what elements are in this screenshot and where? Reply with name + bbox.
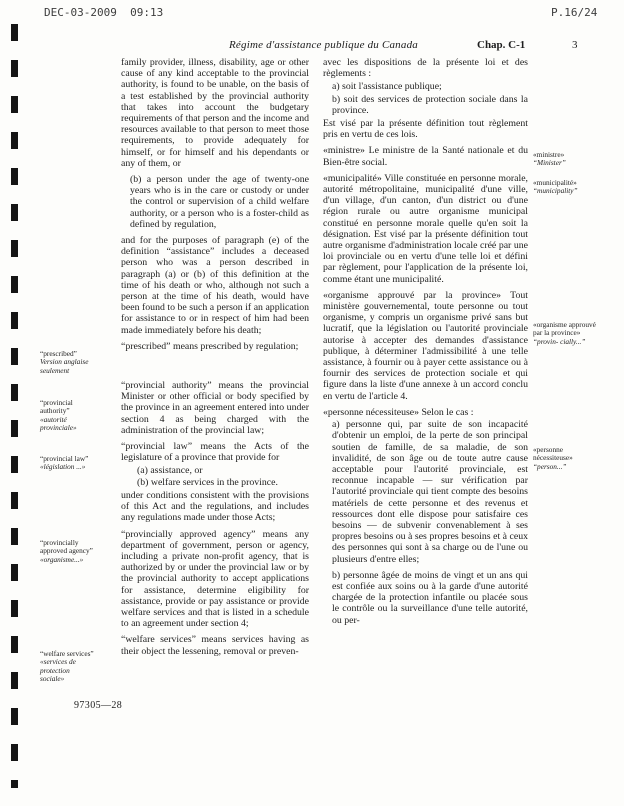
definition-ministre: «ministre» Le ministre de la Santé nationale et du Bien-être social. xyxy=(323,145,528,168)
margin-note-prescribed xyxy=(40,350,94,375)
margin-note-welfare-services xyxy=(40,650,94,684)
margin-note-translation: Version anglaise seulement xyxy=(40,357,89,375)
paragraph-conditions: under conditions consistent with the provisions of this Act and the regulations, and includes any regulations made under those Acts; xyxy=(121,489,309,524)
fax-datetime: DEC-03-2009 09:13 xyxy=(44,6,164,19)
margin-note-organisme-approuve xyxy=(533,321,599,346)
margin-note-provincial-authority xyxy=(40,399,94,433)
margin-note-translation: “municipality” xyxy=(533,186,578,196)
definition-organisme-approuve: «organisme approuvé par la province» Tout ministère gouvernemental, toute personne ou tout organisme, y compris un organisme privé sans but lucratif, que la législation ou l'autorité provinciale autorise à accepter des demandes d'assistance publique, à déterminer l'admissibilité à une telle assistance, à fournir ou à payer cette assistance ou à fournir des services de protection sociale et qui figure dans la liste d'une annexe à un accord conclu en vertu de l'article 4. xyxy=(323,289,528,402)
margin-note-term: “prescribed” xyxy=(40,349,77,358)
margin-note-term: «personne nécessiteuse» xyxy=(533,445,573,463)
margin-note-term: «municipalité» xyxy=(533,178,577,187)
margin-note-translation: “provin- cially...” xyxy=(533,336,586,346)
margin-note-translation: “person...” xyxy=(533,461,567,471)
paragraph-deceased-person: and for the purposes of paragraph (e) of the definition “assistance” includes a deceased person who was a person described in paragraph (a) or (b) of this definition at the time of his death or who, although not such a person at the time of his death, would have been found to be such a person if an application for assistance to or in respect of him had been made immediately before his death; xyxy=(121,235,309,336)
margin-note-translation: «organisme...» xyxy=(40,554,84,564)
margin-note-personne-necessiteuse xyxy=(533,446,599,471)
binding-holes-marks xyxy=(11,24,18,788)
running-title: Régime d'assistance publique du Canada xyxy=(229,39,418,51)
chapter-label: Chap. C-1 xyxy=(477,39,526,51)
provincial-law-item-b: (b) welfare services in the province. xyxy=(137,476,278,488)
margin-note-term: “provincial authority” xyxy=(40,398,73,416)
provincial-law-item-a: (a) assistance, or xyxy=(137,464,203,476)
personne-necessiteuse-item-a: a) personne qui, par suite de son incapacité d'obtenir un emploi, de la perte de son principal soutien de famille, de sa maladie, de son invalidité, de son âge ou de toute autre cause acceptable pour l'autorité provinciale, est reconnue incapable — sur vérification par l'autorité provinciale qui tient compte des besoins matériels de cette personne et des revenus et ressources dont elle dispose pour satisfaire ces besoins — de subvenir convenablement à ses propres besoins ou à ses propres besoins et à ceux des personnes qui sont à sa charge ou de l'une ou plusieurs d'entre elles; xyxy=(332,419,528,565)
margin-note-translation: «services de protection sociale» xyxy=(40,657,76,684)
legislation-item-a: a) soit l'assistance publique; xyxy=(332,81,442,93)
margin-note-translation: “Minister” xyxy=(533,158,566,168)
definition-personne-necessiteuse: «personne nécessiteuse» Selon le cas : xyxy=(323,406,474,418)
margin-note-term: “provincial law” xyxy=(40,454,89,463)
french-column xyxy=(323,57,528,631)
margin-note-term: «organisme approuvé par la province» xyxy=(533,320,596,338)
margin-note-translation: «législation ...» xyxy=(40,462,86,472)
print-code: 97305—28 xyxy=(74,700,123,711)
paragraph-item-b: (b) a person under the age of twenty-one years who is in the care or custody or under the control or supervision of a child welfare authority, or a person who is a foster-child as defined by regulation, xyxy=(130,174,309,230)
definition-provincial-law: “provincial law” means the Acts of the legislature of a province that provide for xyxy=(121,441,309,464)
margin-note-provincially-approved-agency xyxy=(40,539,94,564)
margin-note-term: «ministre» xyxy=(533,150,565,159)
margin-note-ministre xyxy=(533,151,599,168)
english-column xyxy=(121,57,309,662)
paragraph-est-vise: Est visé par la présente définition tout règlement pris en vertu de ces lois. xyxy=(323,118,528,141)
page-number: 3 xyxy=(572,39,578,51)
definition-provincially-approved-agency: “provincially approved agency” means any department of government, person or agency, including a private non-profit agency, that is authorized by or under the provincial law or by the provincial authority to accept applications for assistance, determine eligibility for assistance, provide or pay assistance or provide welfare services and that is listed in a schedule to an agreement under section 4; xyxy=(121,528,309,630)
personne-necessiteuse-item-b: b) personne âgée de moins de vingt et un ans qui est confiée aux soins ou à la garde d'une autorité chargée de la protection infantile ou placée sous le contrôle ou la surveillance d'une telle autorité, ou per- xyxy=(332,569,528,626)
margin-note-translation: «autorité provinciale» xyxy=(40,414,77,433)
margin-note-provincial-law xyxy=(40,455,94,472)
margin-note-term: “welfare services” xyxy=(40,649,94,658)
margin-note-term: “provincially approved agency” xyxy=(40,538,93,556)
paragraph-legislation-intro: avec les dispositions de la présente loi et des règlements : xyxy=(323,57,528,80)
definition-welfare-services: “welfare services” means services having as their object the lessening, removal or preven- xyxy=(121,634,309,657)
definition-provincial-authority: “provincial authority” means the provincial Minister or other official or body specified by the province in an agreement entered into under section 4 as being charged with the administration of the provincial law; xyxy=(121,380,309,436)
legislation-item-b: b) soit des services de protection sociale dans la province. xyxy=(332,93,528,116)
definition-municipalite: «municipalité» Ville constituée en personne morale, autorité métropolitaine, municipalité d'une ville, d'un village, d'un canton, d'un district ou d'une région rurale ou autre organisme municipal constitué en personne morale quelle qu'en soit la désignation. Est visé par la présente définition tout autre organisme d'administration locale créé par une loi provinciale ou en vertu d'une telle loi et défini par règlement, pour l'application de la présente loi, comme étant une municipalité. xyxy=(323,172,528,285)
definition-prescribed: “prescribed” means prescribed by regulation; xyxy=(121,340,299,352)
fax-page-indicator: P.16/24 xyxy=(551,6,598,19)
margin-note-municipalite xyxy=(533,179,599,196)
paragraph-needy-person-continuation: family provider, illness, disability, age or other cause of any kind acceptable to the provincial authority, is found to be unable, on the basis of a test established by the provincial authority that takes into account the budgetary requirements of that person and the income and resources available to that person to meet those requirements, to provide adequately for himself, or for himself and his dependants or any of them, or xyxy=(121,57,309,169)
